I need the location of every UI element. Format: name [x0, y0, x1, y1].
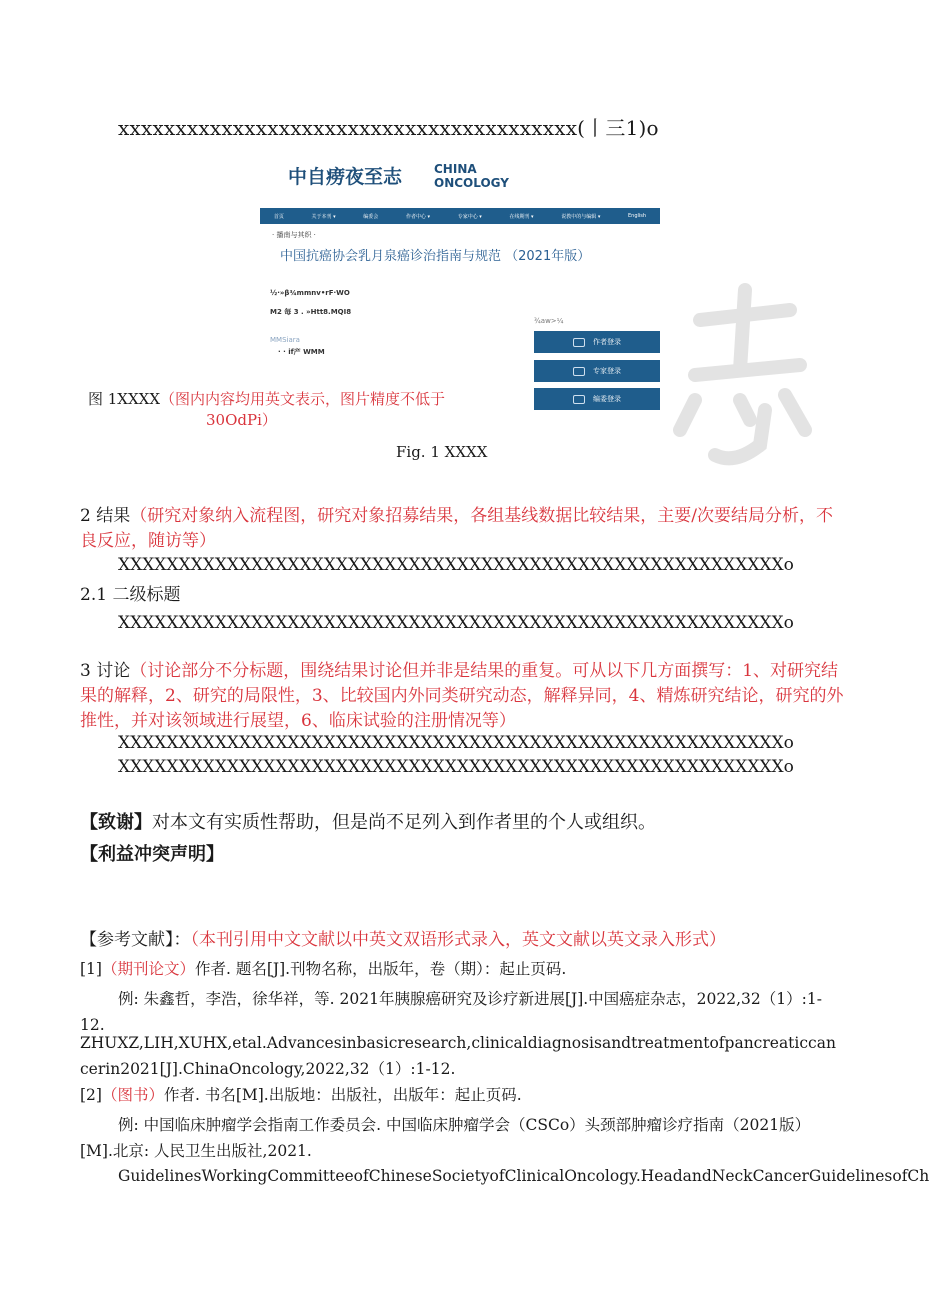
conflict-of-interest	[80, 840, 224, 866]
figure-meta-line: M2 毎 3 . »Htt8.MQI8	[270, 308, 352, 316]
reference-number: [2]	[80, 1086, 102, 1104]
reference-2-example-cn: 例: 中国临床肿瘤学会指南工作委员会. 中国临床肿瘤学会（CSCo）头颈部肿瘤诊疗指南（2021版）[M].北京: 人民卫生出版社,2021.	[80, 1116, 811, 1160]
figure-meta-line: · · if产 WMM	[278, 348, 325, 356]
figure-nav-item: 首页	[273, 213, 284, 220]
figure-login-label: ¾aw>¼	[534, 317, 564, 325]
user-icon	[573, 338, 585, 347]
top-placeholder-line: xxxxxxxxxxxxxxxxxxxxxxxxxxxxxxxxxxxxxxxx(丨三1)o	[118, 116, 659, 140]
edit-icon	[573, 395, 585, 404]
reference-2-format	[80, 1082, 522, 1108]
section-3-body: XXXXXXXXXXXXXXXXXXXXXXXXXXXXXXXXXXXXXXXXXXXXXXXXXXXXXXXo	[118, 757, 794, 777]
figure-nav-bar	[260, 208, 660, 224]
section-heading-text: 3 讨论	[80, 661, 131, 681]
monitor-icon	[573, 367, 585, 376]
references-label: 【参考文献】：	[80, 930, 191, 950]
figure-breadcrumb: · 播南与其织 ·	[272, 231, 316, 239]
figure-caption-cn	[88, 389, 488, 431]
figure-caption-note-cont: 30OdPi）	[206, 411, 277, 429]
figure-nav-item: English	[628, 213, 647, 219]
figure-nav-item: 说教中的与编辑 ▾	[561, 213, 601, 220]
watermark-graphic	[640, 280, 820, 470]
conflict-of-interest-label: 【利益冲突声明】	[80, 844, 224, 865]
reference-1-format	[80, 956, 566, 982]
references-note: （本刊引用中文文献以中英文双语形式录入，英文文献以英文录入形式）	[190, 930, 726, 950]
section-note: （研究对象纳入流程图，研究对象招募结果，各组基线数据比较结果，主要/次要结局分析，不良反应，随访等）	[80, 506, 833, 551]
acknowledgement-text: 对本文有实质性帮助，但是尚不足列入到作者里的个人或组织。	[152, 812, 656, 833]
figure-caption-label: 图 1XXXX	[88, 390, 161, 408]
reference-type: （期刊论文）	[101, 960, 195, 978]
acknowledgement-label: 【致谢】	[80, 812, 152, 833]
section-3-heading	[80, 659, 848, 734]
reference-type: （图书）	[101, 1086, 164, 1104]
section-3-body: XXXXXXXXXXXXXXXXXXXXXXXXXXXXXXXXXXXXXXXXXXXXXXXXXXXXXXXo	[118, 733, 794, 753]
figure-nav-item: 作者中心 ▾	[405, 213, 431, 220]
section-note: （讨论部分不分标题，围绕结果讨论但并非是结果的重复。可从以下几方面撰写：1、对研究结果的解释，2、研究的局限性，3、比较国内外同类研究动态，解释异同，4、精炼研究结论，研究的外推性，并对该领域进行展望，6、临床试验的注册情况等）	[80, 661, 844, 731]
figure-website-screenshot	[258, 150, 668, 420]
acknowledgement	[80, 808, 656, 834]
figure-meta-line: ½·»β¾mmnv•rF·WO	[270, 289, 350, 297]
figure-button-label: 专家登录	[593, 367, 621, 375]
figure-logo-en	[434, 162, 509, 190]
section-2-1-heading: 2.1 二级标题	[80, 585, 181, 605]
section-2-body: XXXXXXXXXXXXXXXXXXXXXXXXXXXXXXXXXXXXXXXXXXXXXXXXXXXXXXXo	[118, 555, 794, 575]
figure-caption-note: （图内内容均用英文表示，图片精度不低于	[160, 390, 446, 408]
section-heading-text: 2 结果	[80, 506, 131, 526]
figure-nav-item: 关于本刊 ▾	[311, 213, 336, 220]
section-2-heading	[80, 504, 848, 554]
figure-logo-cn: 中自痨夜至志	[288, 166, 403, 188]
reference-format-text: 作者. 题名[J].刊物名称，出版年，卷（期）：起止页码.	[194, 960, 567, 978]
figure-button-label: 作者登录	[593, 338, 621, 346]
figure-button-label: 编委登录	[593, 395, 621, 403]
figure-nav-item: 在线期刊 ▾	[509, 213, 534, 220]
references-heading	[80, 925, 726, 950]
reference-number: [1]	[80, 960, 102, 978]
section-2-1-body: XXXXXXXXXXXXXXXXXXXXXXXXXXXXXXXXXXXXXXXXXXXXXXXXXXXXXXXo	[118, 613, 794, 633]
figure-caption-en: Fig. 1 XXXX	[396, 443, 488, 461]
reference-2-example-en: GuidelinesWorkingCommitteeofChineseSocietyofClinicalOncology.HeadandNeckCancerGuidelinesofCh	[118, 1167, 929, 1185]
reference-format-text: 作者. 书名[M].出版地：出版社，出版年：起止页码.	[163, 1086, 522, 1104]
figure-logo-en-line2: ONCOLOGY	[434, 176, 509, 190]
reference-1-example-en: ZHUXZ,LIH,XUHX,etal.Advancesinbasicresearch,clinicaldiagnosisandtreatmentofpancreaticcancerin2021[J].ChinaOncology,2022,32（1）:1-12.	[80, 1034, 836, 1078]
figure-nav-item: 编委会	[363, 213, 379, 220]
figure-logo-en-line1: CHINA	[434, 162, 477, 176]
figure-nav-item: 专家中心 ▾	[457, 213, 482, 220]
reference-1-example-cn: 例: 朱鑫哲，李浩，徐华祥，等. 2021年胰腺癌研究及诊疗新进展[J].中国癌症杂志，2022,32（1）:1-12.	[80, 990, 822, 1034]
figure-meta-line: MMSiara	[270, 336, 300, 344]
figure-article-title: 中国抗癌协会乳月泉癌诊治指南与规范 （2021年版）	[280, 249, 591, 264]
